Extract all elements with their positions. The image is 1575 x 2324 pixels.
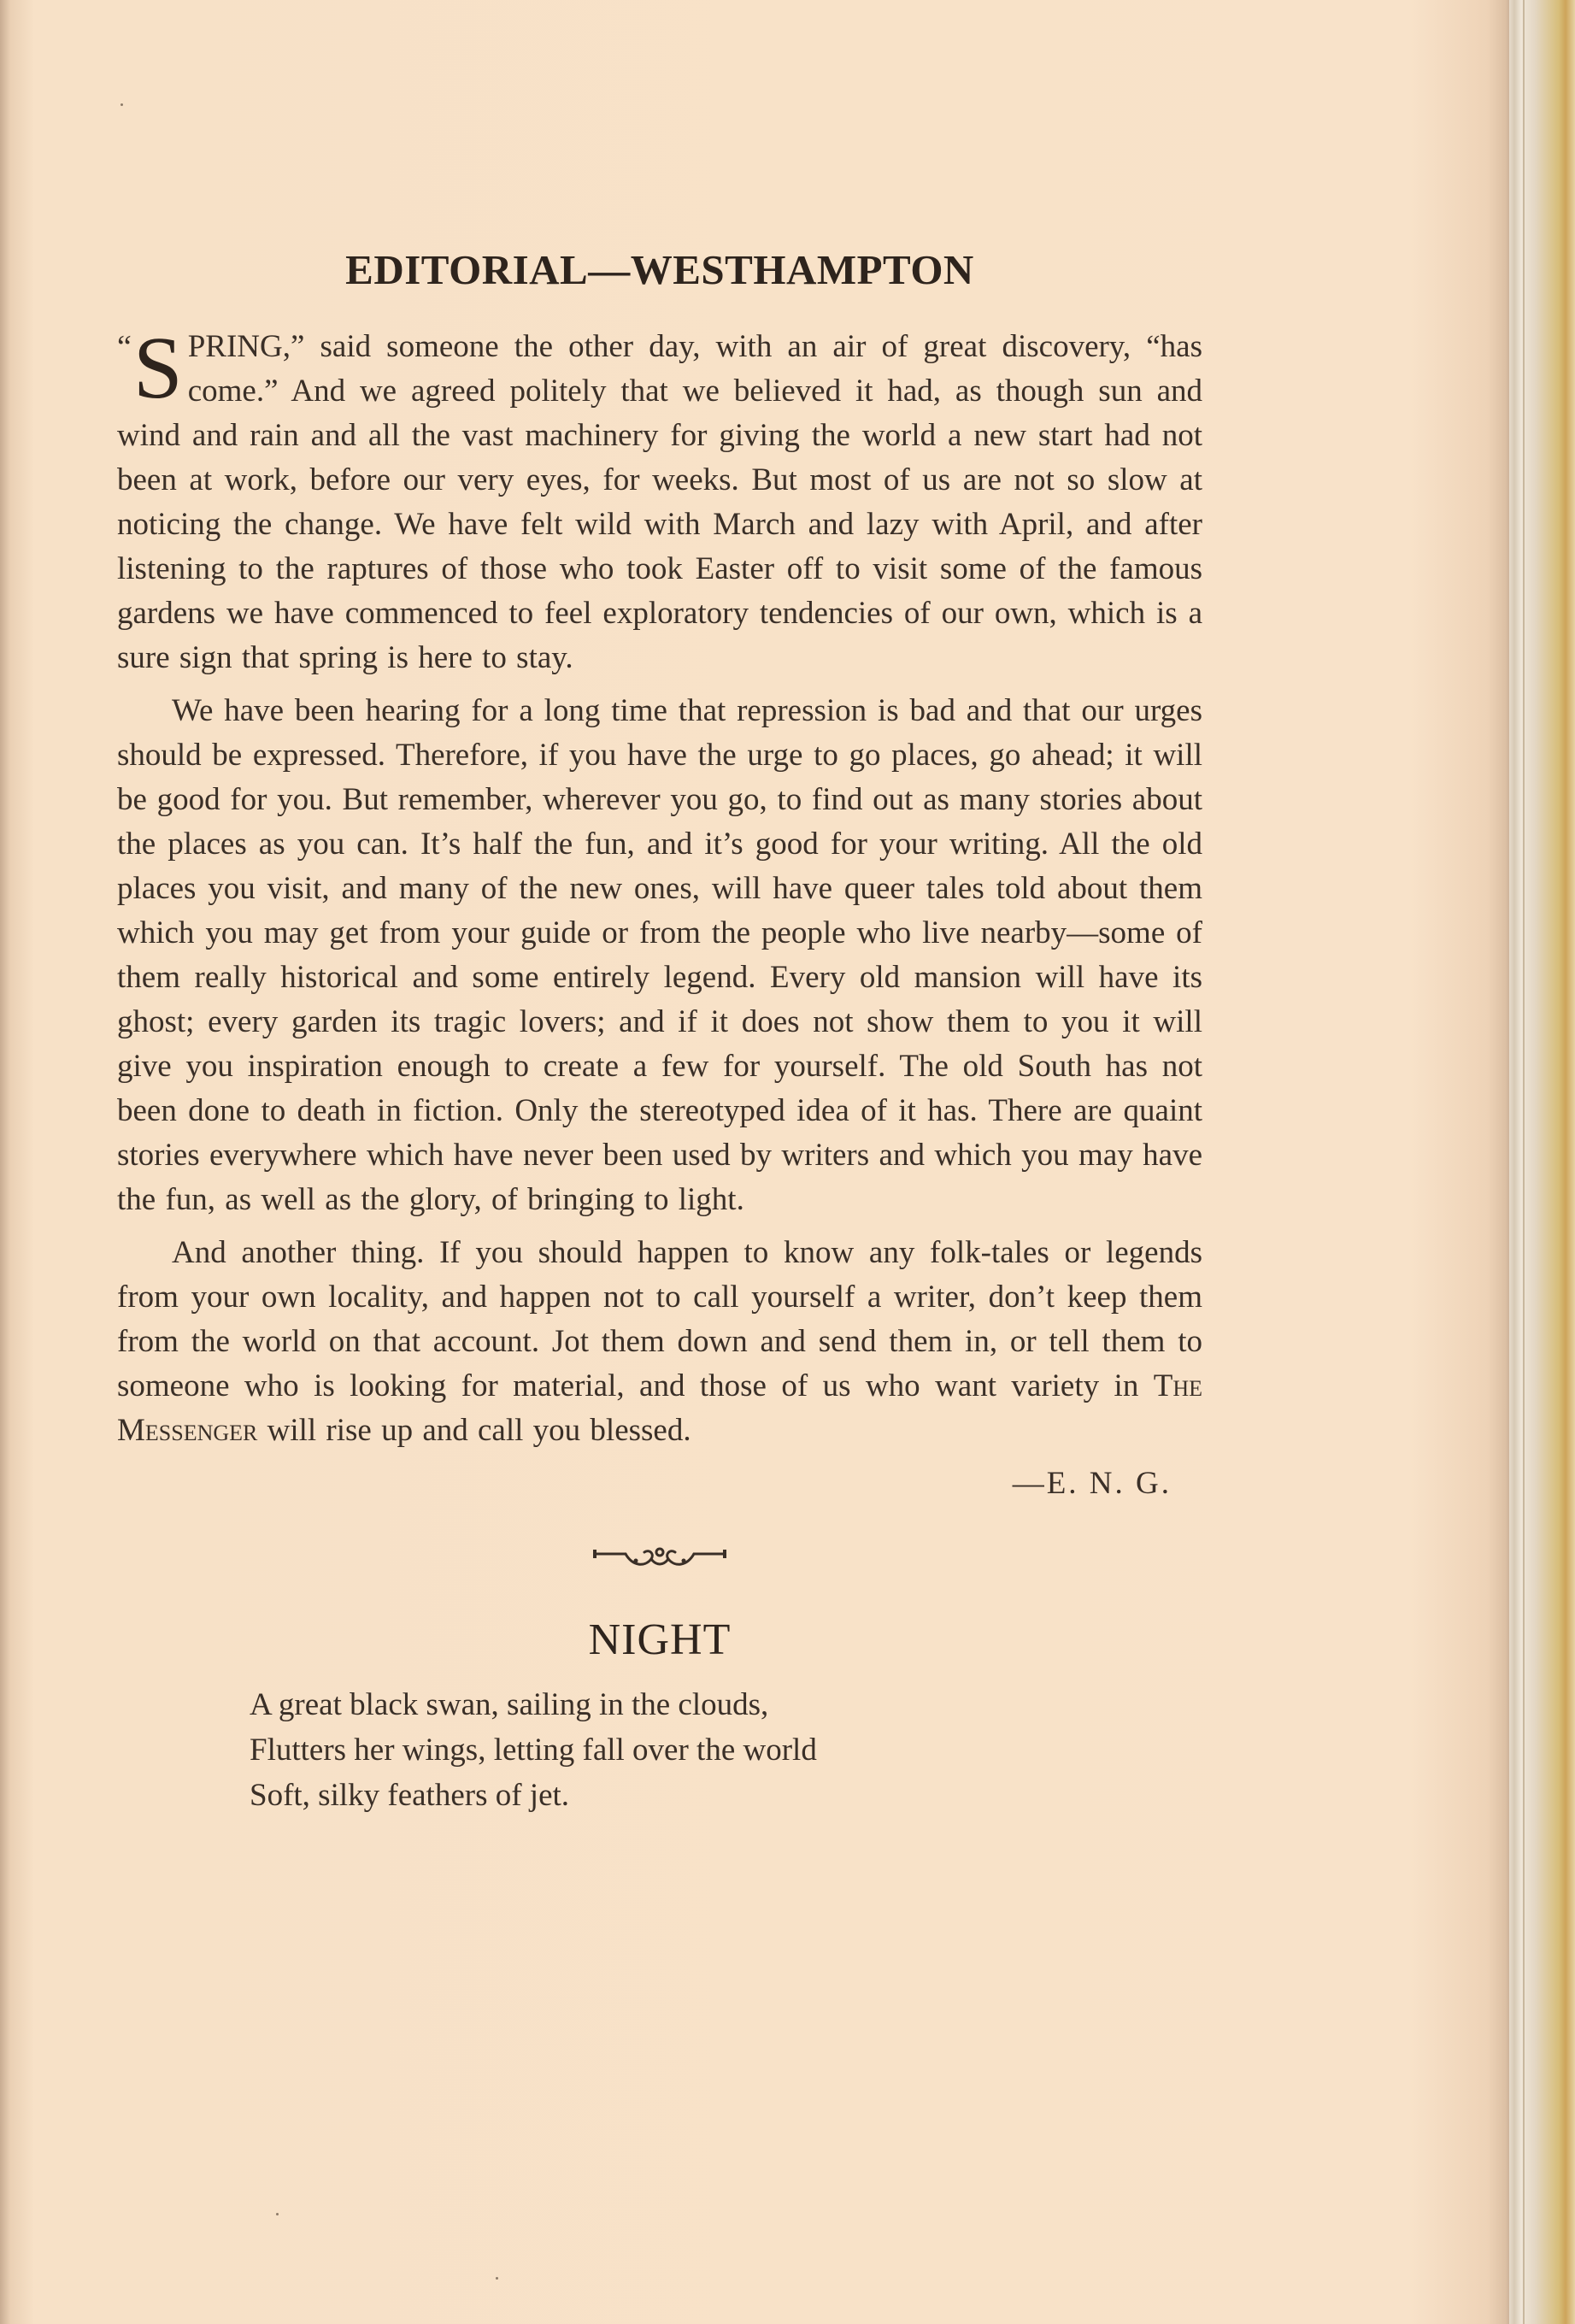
page-edge [1509, 0, 1575, 2324]
poem-title: NIGHT [588, 1615, 732, 1664]
paragraph-3-text-before: And another thing. If you should happen to know any folk-tales or legends from your own locality, and happen not to call yourself a writer, don’t keep them from the world on that account. Jot them down and send them in, or tell them to someone who is looking for material, and those of us who want variety in [117, 1235, 1202, 1403]
open-quote: “ [117, 329, 132, 365]
publication-name: The Messenger [117, 1368, 1202, 1448]
page-edge-line [1523, 0, 1525, 2324]
paper-speck [120, 103, 123, 106]
poem-line: A great black swan, sailing in the clouds, [250, 1687, 769, 1722]
poem-line: Flutters her wings, letting fall over the world [250, 1733, 817, 1768]
paragraph-3-text-after: will rise up and call you blessed. [257, 1413, 691, 1448]
drop-cap: S [132, 319, 183, 417]
poem-body [250, 1682, 1202, 1818]
editorial-signature: —E. N. G. [1012, 1466, 1172, 1501]
scroll-ornament-icon [591, 1540, 728, 1574]
paragraph-1-text: PRING,” said someone the other day, with an air of great discovery, “has come.” And we agreed politely that we believed it had, as though sun and wind and rain and all the vast machinery for giving the world a new start had not been at work, before our very eyes, for weeks. But most of us are not so slow at noticing the change. We have felt wild with March and lazy with April, and after listening to the raptures of those who took Easter off to visit some of the famous gardens we have commenced to feel exploratory tendencies of our own, which is a sure sign that spring is here to stay. [117, 329, 1202, 675]
paper-speck [276, 2213, 279, 2215]
poem-line: Soft, silky feathers of jet. [250, 1778, 570, 1813]
editorial-paragraph-2: We have been hearing for a long time that repression is bad and that our urges should be expressed. Therefore, if you have the urge to go places, go ahead; it will be good for you. But remember, wherever you go, to find out as many stories about the places as you can. It’s half the fun, and it’s good for your writing. All the old places you visit, and many of the new ones, will have queer tales told about them which you may get from your guide or from the people who live nearby—some of them really historical and some entirely legend. Every old mansion will have its ghost; every garden its tragic lovers; and if it does not show them to you it will give you inspiration enough to create a few for yourself. The old South has not been done to death in fiction. Only the stereotyped idea of it has. There are quaint stories everywhere which have never been used by writers and which you may have the fun, as well as the glory, of bringing to light. [117, 693, 1202, 1217]
editorial-paragraph-1 [117, 319, 1202, 680]
paper-speck [496, 2277, 498, 2280]
editorial-paragraph-3 [117, 1231, 1202, 1453]
page-content [117, 244, 1202, 1818]
editorial-title: EDITORIAL—WESTHAMPTON [345, 246, 974, 293]
